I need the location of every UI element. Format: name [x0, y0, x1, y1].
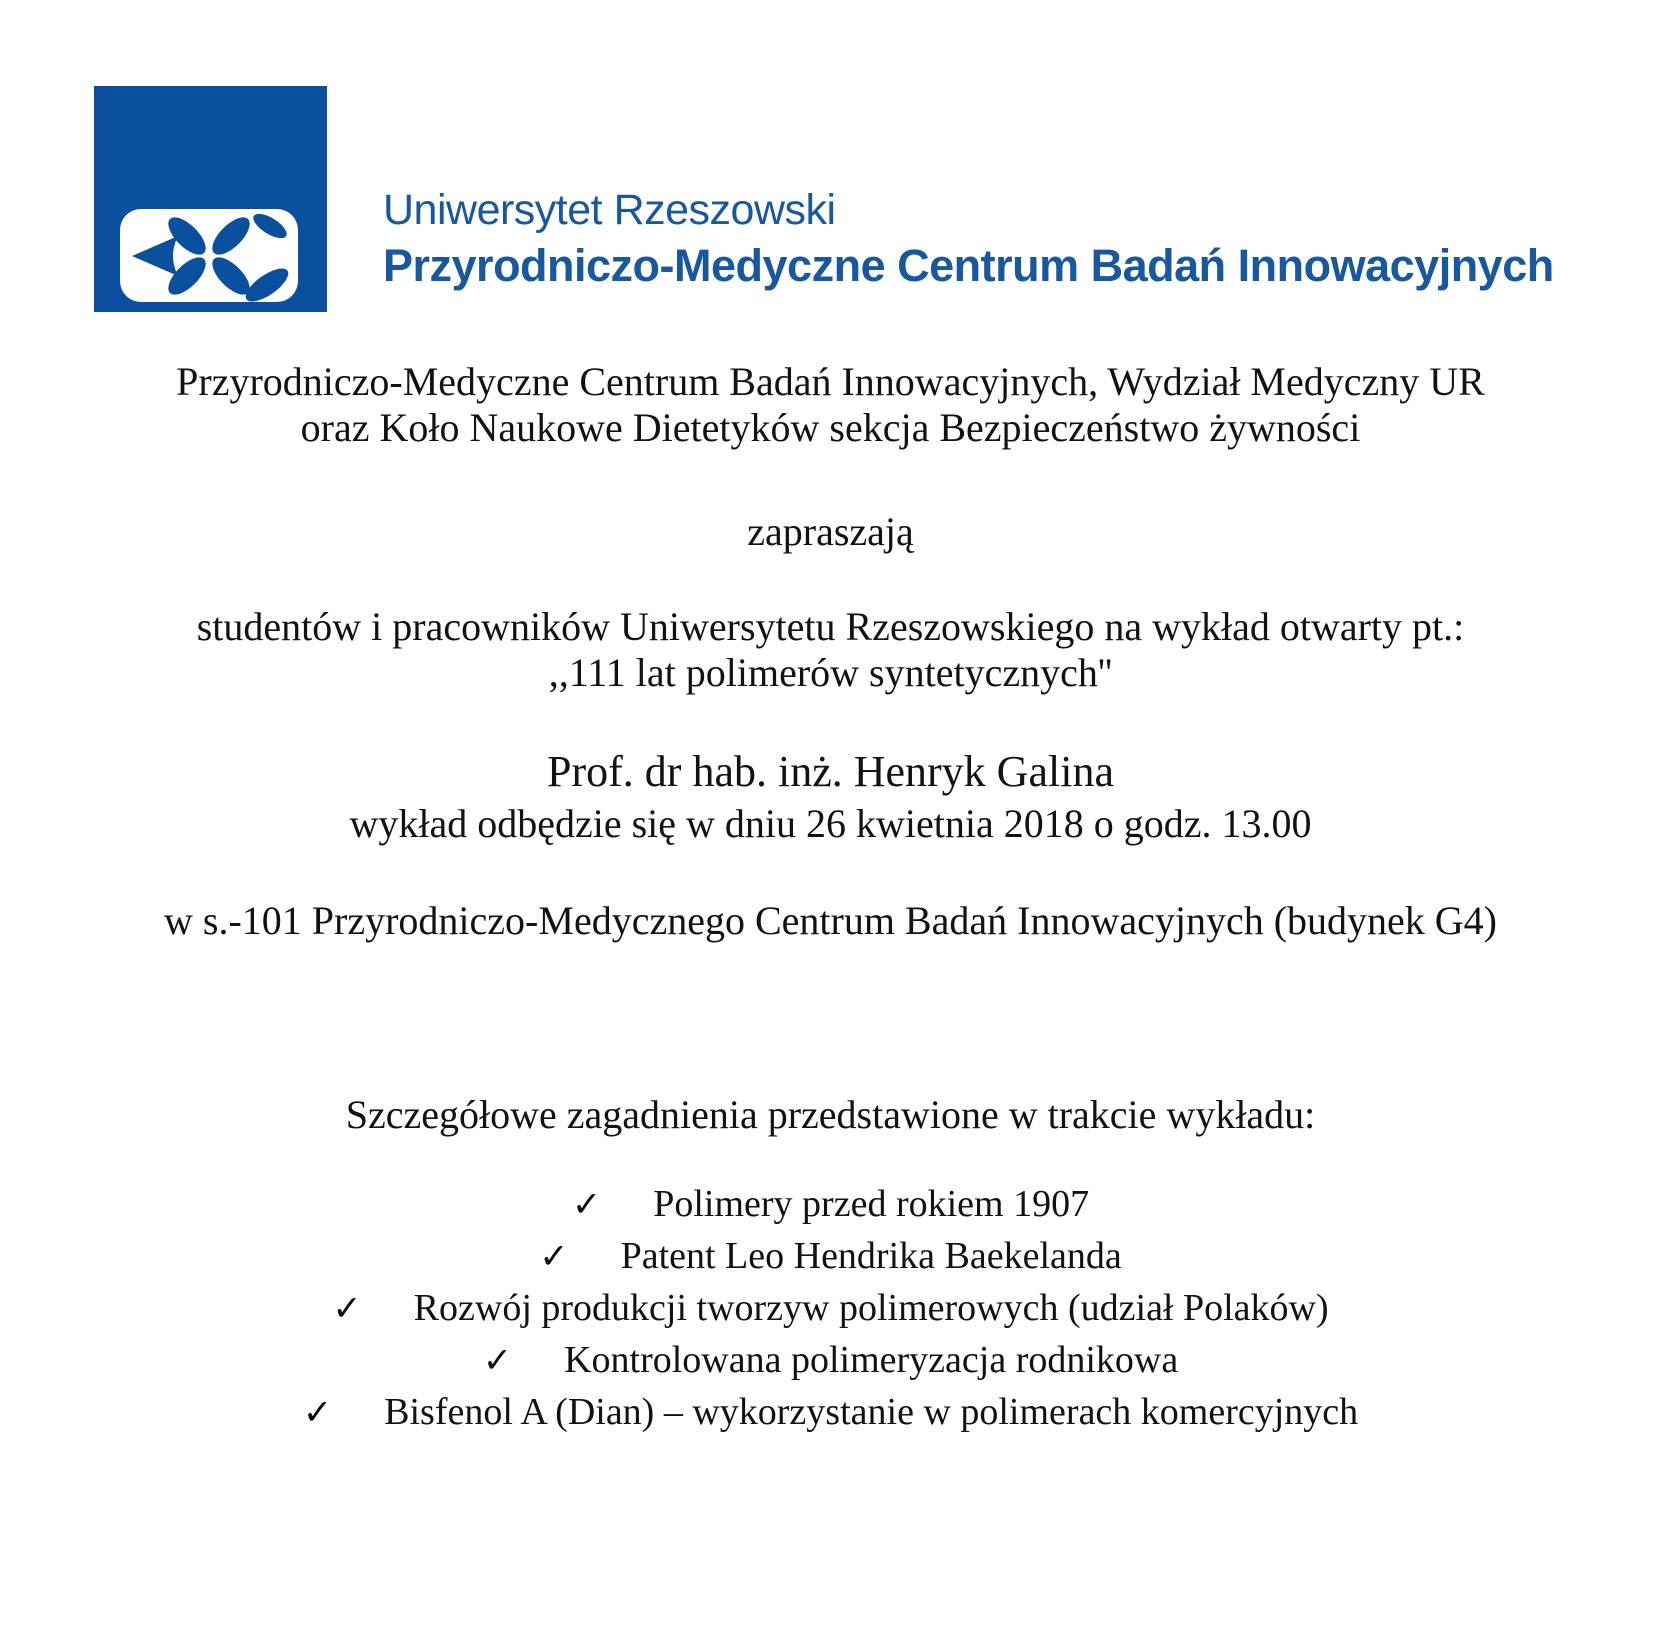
checkmark-icon: ✓ — [571, 1185, 602, 1225]
invite-line: zapraszają — [747, 509, 914, 554]
checkmark-icon: ✓ — [482, 1341, 513, 1381]
ur-logo — [94, 86, 327, 312]
topic-item — [0, 1178, 1661, 1230]
topic-item — [0, 1386, 1661, 1438]
checkmark-icon: ✓ — [332, 1289, 362, 1329]
organizers-line-2: oraz Koło Naukowe Dietetyków sekcja Bezpieczeństwo żywności — [300, 405, 1361, 450]
topic-item — [0, 1230, 1661, 1282]
audience-line: studentów i pracowników Uniwersytetu Rzeszowskiego na wykład otwarty pt.: — [196, 604, 1465, 649]
topic-label: Patent Leo Hendrika Baekelanda — [620, 1235, 1122, 1277]
lecture-title: ,,111 lat polimerów syntetycznych'' — [548, 650, 1113, 695]
center-name: Przyrodniczo-Medyczne Centrum Badań Innowacyjnych — [383, 240, 1554, 291]
topics-heading: Szczegółowe zagadnienia przedstawione w trakcie wykładu: — [345, 1092, 1316, 1137]
checkmark-icon: ✓ — [302, 1393, 333, 1433]
organizers-line-1: Przyrodniczo-Medyczne Centrum Badań Innowacyjnych, Wydział Medyczny UR — [176, 359, 1485, 404]
datetime-line: wykład odbędzie się w dniu 26 kwietnia 2018 o godz. 13.00 — [349, 801, 1312, 846]
speaker-name: Prof. dr hab. inż. Henryk Galina — [547, 747, 1114, 796]
topic-label: Rozwój produkcji tworzyw polimerowych (udział Polaków) — [413, 1287, 1329, 1329]
university-name: Uniwersytet Rzeszowski — [383, 186, 836, 234]
topic-label: Bisfenol A (Dian) – wykorzystanie w polimerach komercyjnych — [384, 1391, 1359, 1433]
location-line: w s.-101 Przyrodniczo-Medycznego Centrum Badań Innowacyjnych (budynek G4) — [164, 898, 1497, 943]
ur-monogram-icon — [120, 206, 298, 302]
topic-label: Polimery przed rokiem 1907 — [653, 1183, 1090, 1225]
topics-list — [0, 1178, 1661, 1438]
topic-item — [0, 1334, 1661, 1386]
masthead-text — [383, 183, 1554, 295]
topic-item — [0, 1282, 1661, 1334]
topic-label: Kontrolowana polimeryzacja rodnikowa — [564, 1339, 1179, 1381]
checkmark-icon: ✓ — [539, 1237, 569, 1277]
